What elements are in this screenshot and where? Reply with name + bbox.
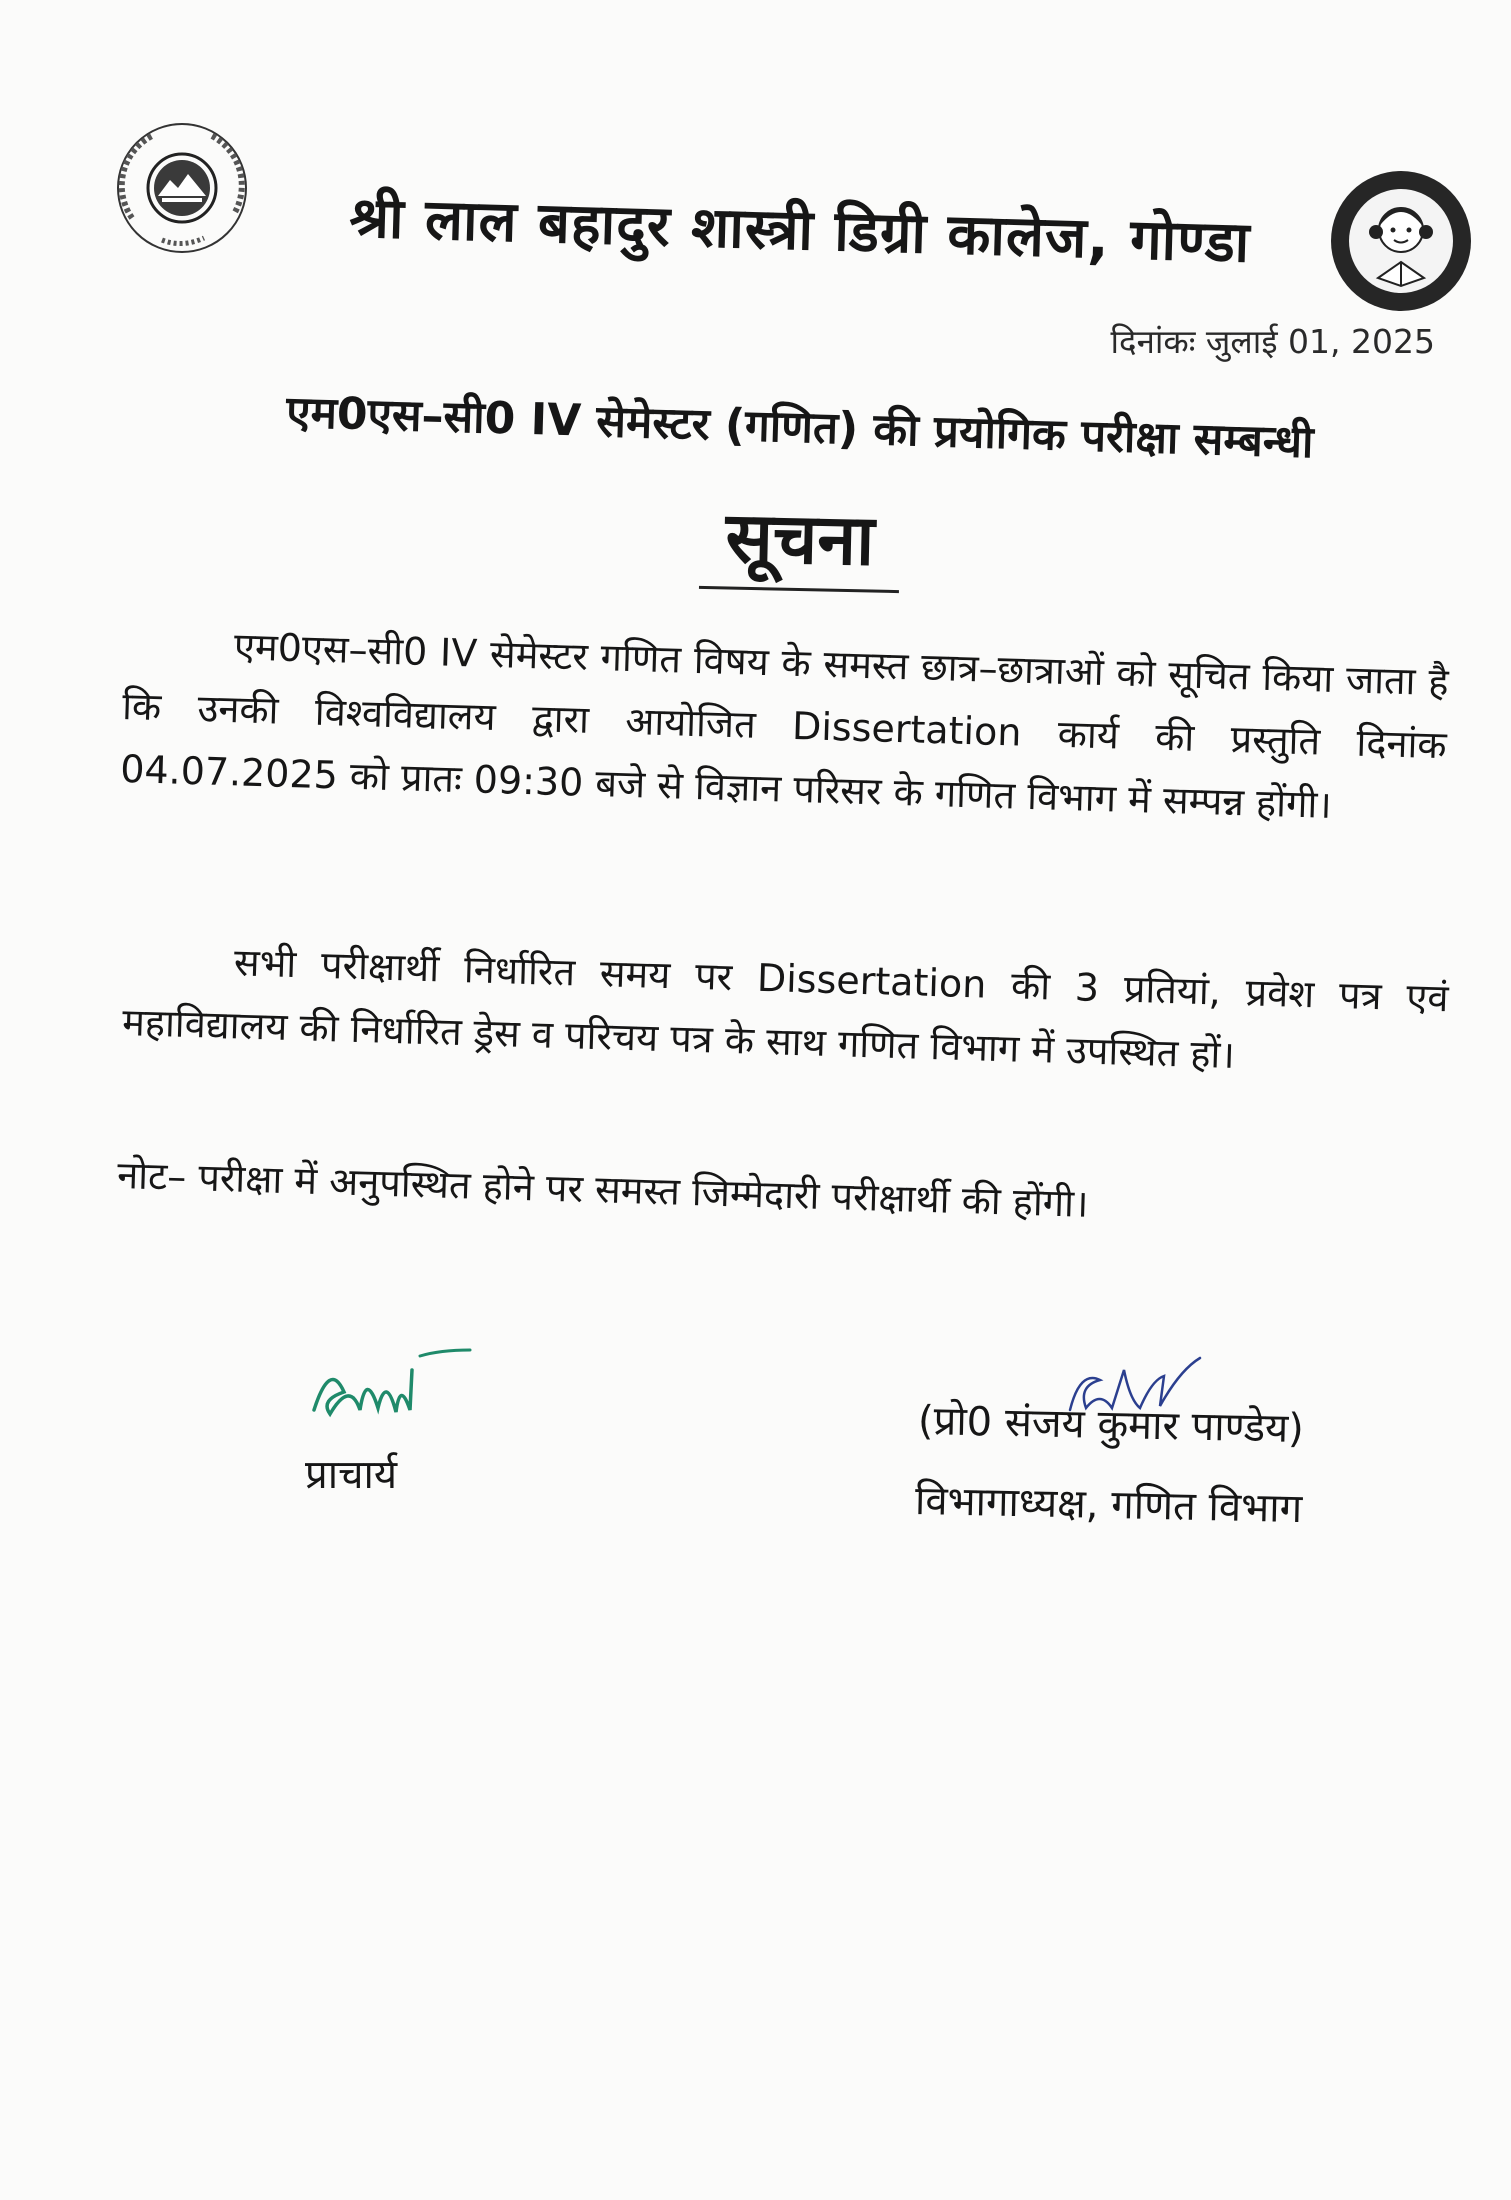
hod-designation: विभागाध्यक्ष, गणित विभाग <box>914 1477 1303 1533</box>
principal-label: प्राचार्य <box>305 1452 398 1498</box>
beti-bachao-logo <box>1326 166 1476 316</box>
college-name: श्री लाल बहादुर शास्त्री डिग्री कालेज, गोण्डा <box>348 185 1252 276</box>
college-seal-logo <box>112 118 252 258</box>
subject-heading: एम0एस–सी0 IV सेमेस्टर (गणित) की प्रयोगिक परीक्षा सम्बन्धी <box>285 386 1315 469</box>
principal-signature <box>300 1340 480 1430</box>
notice-paragraph-2: सभी परीक्षार्थी निर्धारित समय पर Dissertation की 3 प्रतियां, प्रवेश पत्र एवं महाविद्यालय की निर्धारित ड्रेस व परिचय पत्र के साथ गणित विभाग में उपस्थित हों। <box>121 940 1450 1077</box>
notice-date: दिनांकः जुलाई 01, 2025 <box>1110 322 1435 361</box>
notice-title: सूचना <box>699 486 901 593</box>
hod-name: (प्रो0 संजय कुमार पाण्डेय) <box>917 1397 1305 1453</box>
notice-note: नोट– परीक्षा में अनुपस्थित होने पर समस्त जिम्मेदारी परीक्षार्थी की होंगी। <box>116 1152 1090 1226</box>
notice-paragraph-1: एम0एस–सी0 IV सेमेस्टर गणित विषय के समस्त छात्र–छात्राओं को सूचित किया जाता है कि उनकी विश्वविद्यालय द्वारा आयोजित Dissertation कार्य की प्रस्तुति दिनांक 04.07.2025 को प्रातः 09:30 बजे से विज्ञान परिसर के गणित विभाग में सम्पन्न होंगी। <box>119 624 1450 827</box>
